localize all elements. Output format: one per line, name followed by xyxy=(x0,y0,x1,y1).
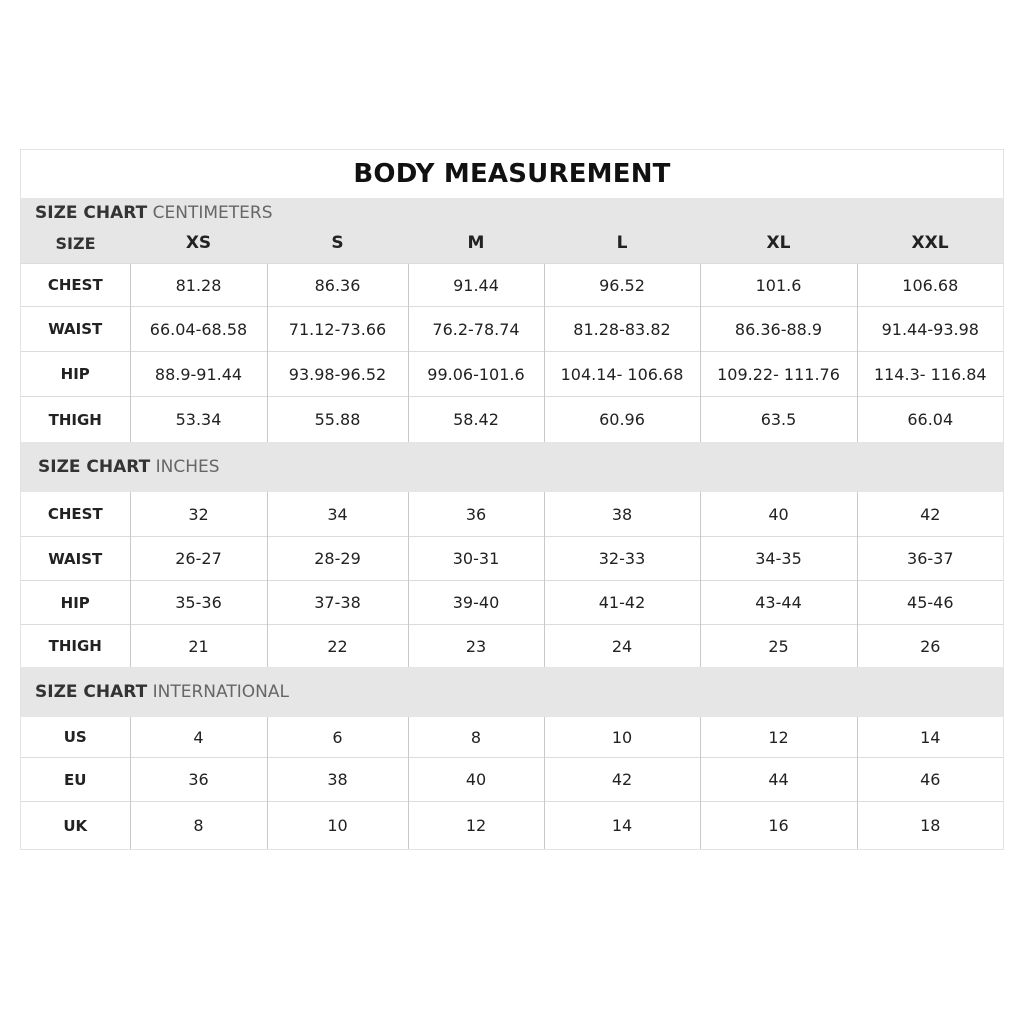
table-cell: 36-37 xyxy=(857,537,1003,581)
table-cell: 109.22- 111.76 xyxy=(700,352,857,397)
table-row xyxy=(21,492,1003,537)
size-table xyxy=(21,198,1003,849)
table-row xyxy=(21,307,1003,352)
row-label: THIGH xyxy=(21,625,130,668)
table-cell: 26 xyxy=(857,625,1003,668)
row-label: WAIST xyxy=(21,307,130,352)
table-cell: 81.28-83.82 xyxy=(544,307,700,352)
table-cell: 106.68 xyxy=(857,264,1003,307)
section-heading-light: CENTIMETERS xyxy=(147,203,273,223)
table-cell: 40 xyxy=(408,758,544,802)
table-cell: 55.88 xyxy=(267,397,408,443)
row-label: WAIST xyxy=(21,537,130,581)
table-row xyxy=(21,352,1003,397)
table-cell: 6 xyxy=(267,717,408,758)
section-header-international xyxy=(21,667,1003,717)
table-row xyxy=(21,581,1003,625)
table-cell: 104.14- 106.68 xyxy=(544,352,700,397)
table-cell: 91.44 xyxy=(408,264,544,307)
table-cell: 10 xyxy=(544,717,700,758)
table-cell: 63.5 xyxy=(700,397,857,443)
table-cell: 53.34 xyxy=(130,397,267,443)
table-cell: 4 xyxy=(130,717,267,758)
table-cell: 18 xyxy=(857,802,1003,850)
table-cell: 36 xyxy=(130,758,267,802)
table-cell: 86.36-88.9 xyxy=(700,307,857,352)
chart-title: BODY MEASUREMENT xyxy=(353,159,671,189)
size-xs: XS xyxy=(130,223,267,264)
row-label: UK xyxy=(21,802,130,850)
size-l: L xyxy=(544,223,700,264)
row-label: EU xyxy=(21,758,130,802)
table-cell: 66.04 xyxy=(857,397,1003,443)
table-cell: 42 xyxy=(857,492,1003,537)
row-label: US xyxy=(63,728,87,746)
table-cell: 86.36 xyxy=(267,264,408,307)
table-cell: 99.06-101.6 xyxy=(408,352,544,397)
table-cell: 25 xyxy=(700,625,857,668)
size-m: M xyxy=(408,223,544,264)
table-cell: 10 xyxy=(267,802,408,850)
table-cell: 46 xyxy=(857,758,1003,802)
table-cell: 93.98-96.52 xyxy=(267,352,408,397)
table-cell: 41-42 xyxy=(544,581,700,625)
table-cell: 39-40 xyxy=(408,581,544,625)
table-cell: 8 xyxy=(408,717,544,758)
table-cell: 44 xyxy=(700,758,857,802)
table-row xyxy=(21,717,1003,758)
table-cell: 88.9-91.44 xyxy=(130,352,267,397)
table-cell: 23 xyxy=(408,625,544,668)
table-cell: 58.42 xyxy=(408,397,544,443)
table-cell: 66.04-68.58 xyxy=(130,307,267,352)
size-s: S xyxy=(267,223,408,264)
table-cell: 12 xyxy=(700,717,857,758)
section-heading-bold: SIZE CHART xyxy=(35,203,148,223)
row-label: HIP xyxy=(21,581,130,625)
table-row xyxy=(21,397,1003,443)
table-cell: 40 xyxy=(700,492,857,537)
row-label: CHEST xyxy=(21,264,130,307)
size-header-row xyxy=(21,223,1003,264)
section-header-centimeters xyxy=(21,198,1003,223)
table-cell: 28-29 xyxy=(267,537,408,581)
table-cell: 43-44 xyxy=(700,581,857,625)
table-cell: 8 xyxy=(130,802,267,850)
table-cell: 12 xyxy=(408,802,544,850)
section-heading-bold: SIZE CHART xyxy=(38,457,151,477)
table-cell: 24 xyxy=(544,625,700,668)
row-label: THIGH xyxy=(21,397,130,443)
table-cell: 38 xyxy=(544,492,700,537)
table-cell: 37-38 xyxy=(267,581,408,625)
table-cell: 32-33 xyxy=(544,537,700,581)
size-xxl: XXL xyxy=(857,223,1003,264)
table-cell: 30-31 xyxy=(408,537,544,581)
table-cell: 21 xyxy=(130,625,267,668)
table-cell: 34 xyxy=(267,492,408,537)
table-cell: 35-36 xyxy=(130,581,267,625)
table-cell: 71.12-73.66 xyxy=(267,307,408,352)
table-cell: 101.6 xyxy=(700,264,857,307)
table-cell: 14 xyxy=(857,717,1003,758)
size-xl: XL xyxy=(700,223,857,264)
section-heading-light: INTERNATIONAL xyxy=(147,682,289,702)
table-row xyxy=(21,264,1003,307)
table-row xyxy=(21,625,1003,668)
table-cell: 60.96 xyxy=(544,397,700,443)
table-row xyxy=(21,802,1003,850)
size-label: SIZE xyxy=(21,223,130,264)
table-cell: 34-35 xyxy=(700,537,857,581)
table-cell: 81.28 xyxy=(130,264,267,307)
table-cell: 114.3- 116.84 xyxy=(857,352,1003,397)
size-chart xyxy=(20,149,1004,850)
table-cell: 76.2-78.74 xyxy=(408,307,544,352)
table-cell: 16 xyxy=(700,802,857,850)
table-cell: 91.44-93.98 xyxy=(857,307,1003,352)
section-header-inches xyxy=(21,442,1003,492)
table-cell: 96.52 xyxy=(544,264,700,307)
table-cell: 38 xyxy=(267,758,408,802)
table-cell: 42 xyxy=(544,758,700,802)
section-heading-light: INCHES xyxy=(150,457,220,477)
table-cell: 26-27 xyxy=(130,537,267,581)
row-label: CHEST xyxy=(47,505,103,523)
section-heading-bold: SIZE CHART xyxy=(35,682,148,702)
table-row xyxy=(21,758,1003,802)
table-cell: 32 xyxy=(130,492,267,537)
table-cell: 36 xyxy=(408,492,544,537)
table-row xyxy=(21,537,1003,581)
table-cell: 22 xyxy=(267,625,408,668)
table-cell: 14 xyxy=(544,802,700,850)
table-cell: 45-46 xyxy=(857,581,1003,625)
row-label: HIP xyxy=(21,352,130,397)
